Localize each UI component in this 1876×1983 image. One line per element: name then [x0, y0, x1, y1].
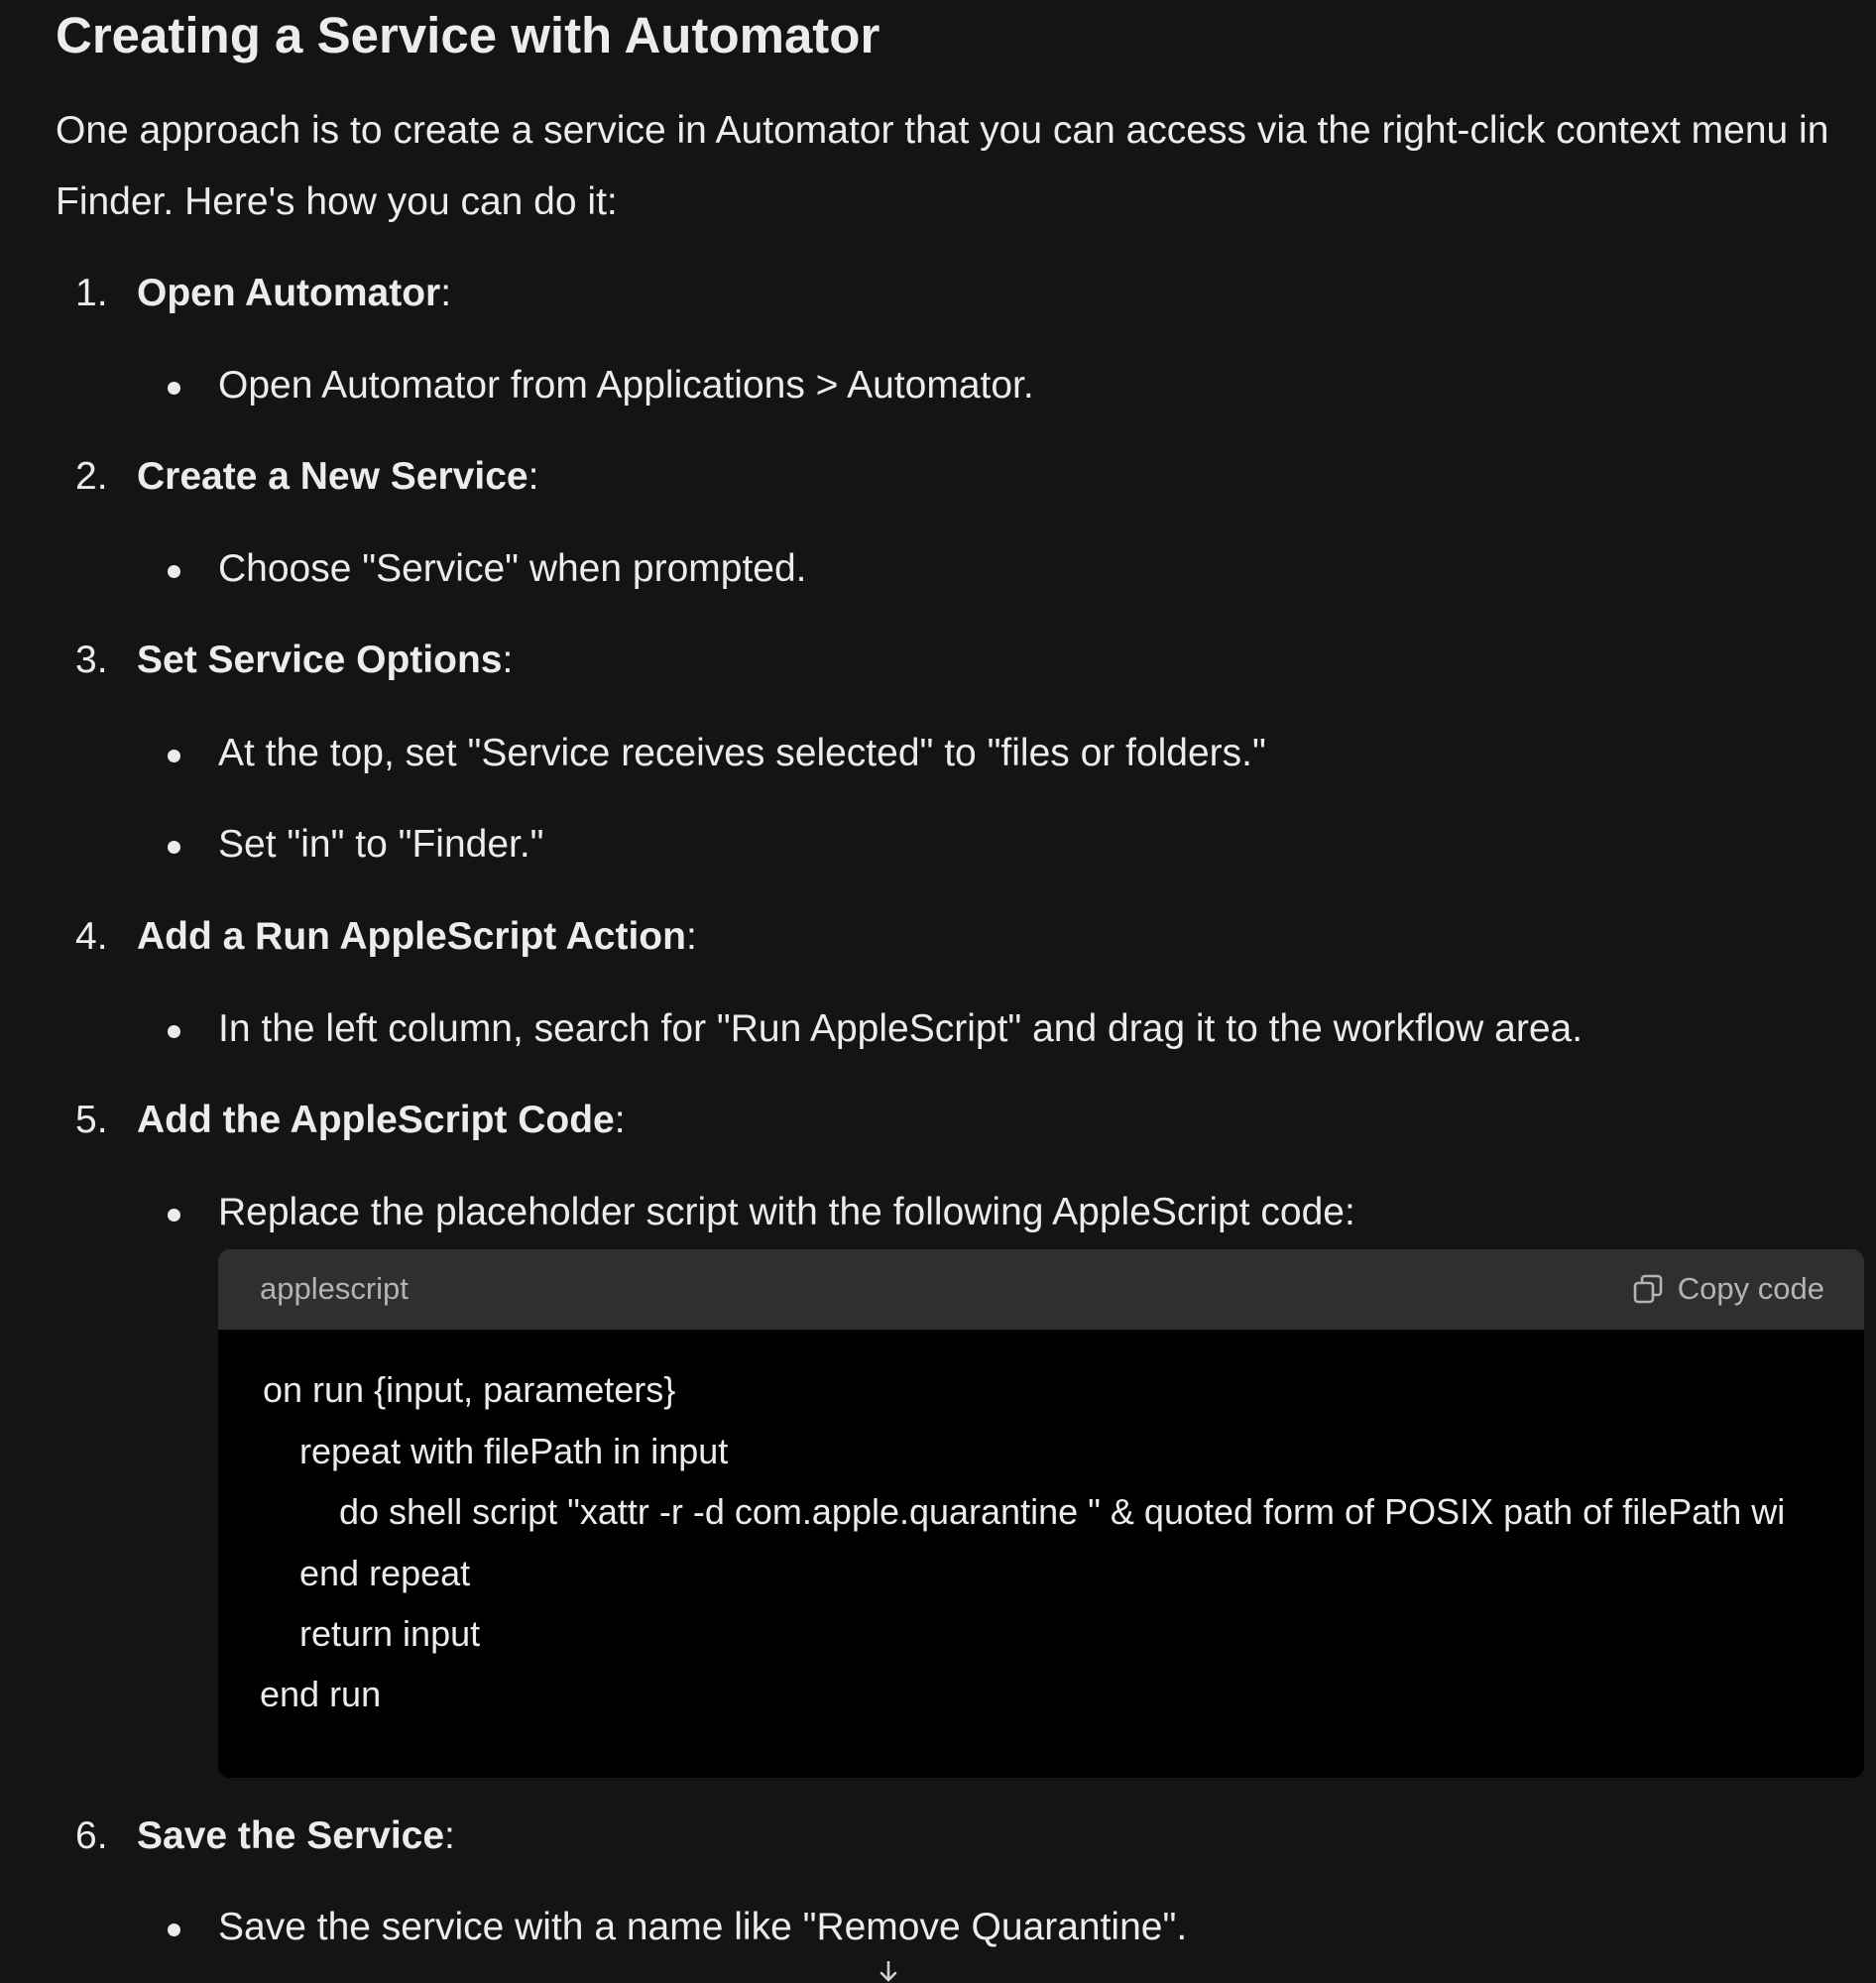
step-number: 1. — [75, 272, 108, 314]
code-line: repeat with filePath in input — [299, 1431, 729, 1471]
bullet-text: In the left column, search for "Run AppleScript" and drag it to the workflow area. — [218, 1007, 1583, 1050]
section-heading: Creating a Service with Automator — [56, 7, 880, 63]
step-title — [137, 264, 451, 323]
bullet-item — [0, 356, 1876, 415]
copy-code-label: Copy code — [1677, 1271, 1824, 1306]
arrow-down-icon[interactable] — [873, 1961, 904, 1983]
step-item — [0, 264, 1876, 323]
bullet-item — [0, 1898, 1876, 1957]
step-title-colon: : — [528, 455, 539, 498]
step-title-bold: Save the Service — [137, 1814, 445, 1857]
code-line: end repeat — [299, 1553, 471, 1593]
code-line: end run — [260, 1674, 382, 1714]
step-title-colon: : — [614, 1099, 626, 1141]
step-item — [0, 1807, 1876, 1866]
bullet-dot — [168, 1924, 180, 1936]
code-language-label: applescript — [260, 1271, 409, 1306]
step-number: 6. — [75, 1814, 108, 1857]
step-title-colon: : — [440, 272, 452, 314]
step-title — [137, 447, 538, 507]
bullet-text: At the top, set "Service receives selected" to "files or folders." — [218, 732, 1266, 774]
step-number: 4. — [75, 915, 108, 958]
code-content[interactable] — [218, 1330, 1864, 1778]
step-title — [137, 1807, 455, 1866]
step-number: 5. — [75, 1099, 108, 1141]
step-number: 2. — [75, 455, 108, 498]
code-line: on run {input, parameters} — [263, 1369, 676, 1410]
step-title — [137, 907, 697, 967]
bullet-item — [0, 724, 1876, 783]
step-item — [0, 447, 1876, 507]
step-title-bold: Open Automator — [137, 272, 441, 314]
bullet-text: Choose "Service" when prompted. — [218, 547, 807, 590]
bullet-text: Save the service with a name like "Remove Quarantine". — [218, 1906, 1188, 1948]
step-title-bold: Set Service Options — [137, 639, 503, 681]
intro-paragraph: One approach is to create a service in Automator that you can access via the right-click context menu in Finder. Here's how you can do it: — [56, 109, 1829, 223]
step-title — [137, 631, 513, 690]
step-item — [0, 631, 1876, 690]
bullet-dot — [168, 1025, 180, 1038]
bullet-dot — [168, 382, 180, 395]
step-item — [0, 907, 1876, 967]
bullet-dot — [168, 841, 180, 854]
bullet-dot — [168, 750, 180, 762]
code-block — [218, 1249, 1864, 1778]
step-item — [0, 1091, 1876, 1150]
bullet-item — [0, 1183, 1876, 1242]
bullet-item — [0, 539, 1876, 599]
code-line: return input — [299, 1613, 481, 1654]
copy-icon — [1630, 1271, 1666, 1307]
step-number: 3. — [75, 639, 108, 681]
code-line: do shell script "xattr -r -d com.apple.quarantine " & quoted form of POSIX path of filePath wi — [339, 1491, 1786, 1532]
copy-code-button[interactable] — [1630, 1267, 1824, 1311]
step-title-bold: Add the AppleScript Code — [137, 1099, 615, 1141]
step-title-colon: : — [502, 639, 514, 681]
step-title — [137, 1091, 626, 1150]
bullet-text: Replace the placeholder script with the following AppleScript code: — [218, 1191, 1355, 1233]
bullet-dot — [168, 565, 180, 578]
bullet-dot — [168, 1209, 180, 1222]
step-title-bold: Create a New Service — [137, 455, 528, 498]
bullet-text: Open Automator from Applications > Automator. — [218, 364, 1034, 407]
step-title-colon: : — [444, 1814, 455, 1857]
bullet-item — [0, 815, 1876, 875]
code-block-header — [218, 1249, 1864, 1330]
bullet-item — [0, 999, 1876, 1059]
step-title-bold: Add a Run AppleScript Action — [137, 915, 686, 958]
bullet-text: Set "in" to "Finder." — [218, 823, 544, 866]
step-title-colon: : — [685, 915, 697, 958]
